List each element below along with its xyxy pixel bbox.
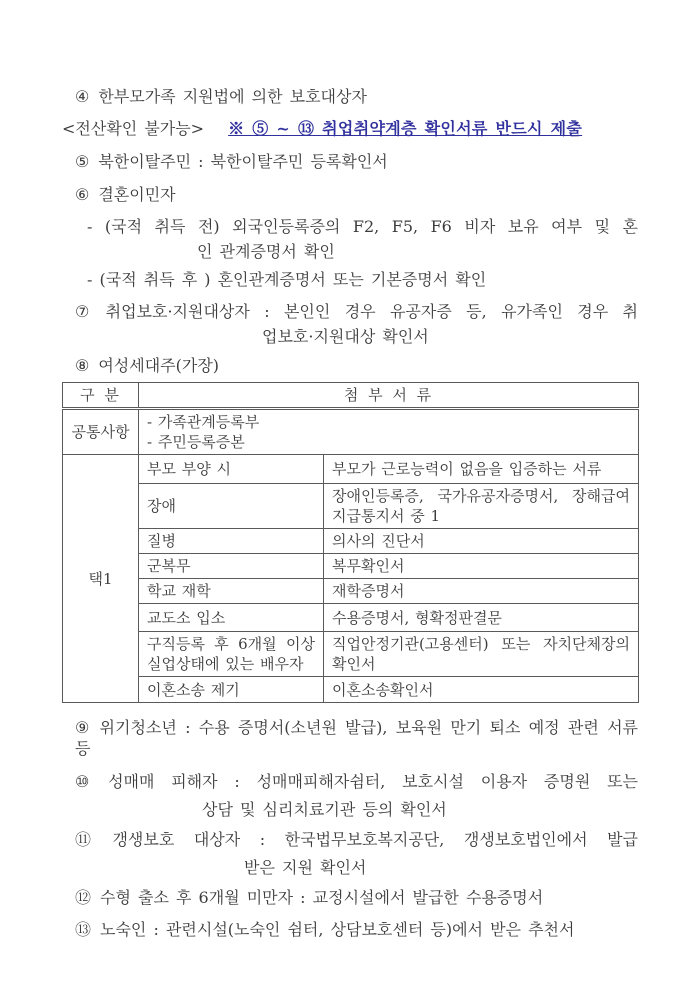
docs-cell: 의사의 진단서	[324, 529, 639, 554]
case-cell: 부모 부양 시	[139, 455, 324, 484]
item-10-text-line1: 성매매 피해자 : 성매매피해자쉼터, 보호시설 이용자 증명원 또는	[108, 772, 639, 791]
table-row	[63, 604, 639, 632]
docs-cell: 복무확인서	[324, 554, 639, 579]
case-cell: 질병	[139, 529, 324, 554]
table-row-common	[63, 409, 639, 455]
doc-item-11-line1	[62, 829, 638, 850]
doc-item-6	[62, 184, 638, 205]
case-cell: 교도소 입소	[139, 604, 324, 632]
circled-number-13: ⑬	[75, 920, 92, 939]
item-6-sub1-line1: - (국적 취득 전) 외국인등록증의 F2, F5, F6 비자 보유 여부 및 혼	[87, 217, 638, 236]
doc-item-9	[62, 717, 638, 759]
docs-cell: 직업안정기관(고용센터) 또는 자치단체장의 확인서	[324, 632, 639, 677]
table-row	[63, 455, 639, 484]
case-cell: 장애	[139, 484, 324, 529]
table-row	[63, 529, 639, 554]
docs-cell: 수용증명서, 형확정판결문	[324, 604, 639, 632]
notice-highlight: ※ ⑤ ~ ⑬ 취업취약계층 확인서류 반드시 제출	[228, 119, 583, 138]
table-header-docs: 첨 부 서 류	[139, 383, 639, 409]
attachment-documents-table	[62, 382, 639, 703]
notice-prefix: <전산확인 불가능>	[62, 119, 205, 138]
docs-cell: 장애인등록증, 국가유공자증명서, 장해급여 지급통지서 중 1	[324, 484, 639, 529]
circled-number-10: ⑩	[75, 772, 100, 791]
circled-number-12: ⑫	[75, 888, 92, 907]
case-cell: 이혼소송 제기	[139, 677, 324, 703]
circled-number-9: ⑨	[75, 718, 91, 737]
table-row	[63, 677, 639, 703]
doc-item-5	[62, 151, 638, 172]
item-6-text: 결혼이민자	[98, 185, 176, 204]
item-6-sub1-line2: 인 관계증명서 확인	[197, 242, 335, 261]
doc-item-13	[62, 919, 638, 940]
doc-item-10-line1	[62, 771, 638, 792]
table-row	[63, 484, 639, 529]
circled-number-6: ⑥	[75, 185, 90, 204]
doc-item-12	[62, 887, 638, 908]
table-row	[63, 632, 639, 677]
item-8-text: 여성세대주(가장)	[98, 356, 220, 375]
item-4-text: 한부모가족 지원법에 의한 보호대상자	[98, 87, 367, 106]
item-7-text-line1: 취업보호·지원대상자 : 본인인 경우 유공자증 등, 유가족인 경우 취	[105, 302, 639, 321]
common-doc-line2: - 주민등록증본	[147, 433, 245, 451]
docs-cell: 재학증명서	[324, 579, 639, 604]
item-6-sub2: - (국적 취득 후 ) 혼인관계증명서 또는 기본증명서 확인	[87, 270, 487, 289]
circled-number-11: ⑪	[75, 830, 104, 849]
doc-item-7-line1	[62, 301, 638, 322]
table-row	[63, 554, 639, 579]
table-row	[63, 579, 639, 604]
item-9-text: 위기청소년 : 수용 증명서(소년원 발급), 보육원 만기 퇴소 예정 관련 서류 등	[75, 718, 638, 758]
docs-cell: 이혼소송확인서	[324, 677, 639, 703]
item-12-text: 수형 출소 후 6개월 미만자 : 교정시설에서 발급한 수용증명서	[100, 888, 544, 907]
circled-number-4: ④	[75, 87, 90, 106]
doc-item-11-line2: 받은 지원 확인서	[244, 858, 367, 877]
doc-item-7-line2: 업보호·지원대상 확인서	[262, 327, 429, 346]
item-11-text-line1: 갱생보호 대상자 : 한국법무보호복지공단, 갱생보호법인에서 발급	[112, 830, 638, 849]
doc-item-10-line2: 상담 및 심리치료기관 등의 확인서	[202, 800, 447, 819]
case-cell: 학교 재학	[139, 579, 324, 604]
docs-cell: 부모가 근로능력이 없음을 입증하는 서류	[324, 455, 639, 484]
table-header-row	[63, 383, 639, 409]
common-docs-cell	[139, 409, 639, 455]
doc-item-8	[62, 355, 638, 376]
common-doc-line1: - 가족관계등록부	[147, 413, 260, 431]
circled-number-8: ⑧	[75, 356, 90, 375]
circled-number-7: ⑦	[75, 302, 97, 321]
doc-item-4	[62, 86, 638, 107]
table-header-category: 구 분	[63, 383, 139, 409]
item-5-text: 북한이탈주민 : 북한이탈주민 등록확인서	[98, 152, 388, 171]
item-13-text: 노숙인 : 관련시설(노숙인 쉼터, 상담보호센터 등)에서 받은 추천서	[100, 920, 575, 939]
case-cell: 구직등록 후 6개월 이상 실업상태에 있는 배우자	[139, 632, 324, 677]
case-cell: 군복무	[139, 554, 324, 579]
common-label-cell: 공통사항	[63, 409, 139, 455]
circled-number-5: ⑤	[75, 152, 90, 171]
choice-label-cell: 택1	[63, 455, 139, 703]
notice-line	[62, 118, 638, 139]
